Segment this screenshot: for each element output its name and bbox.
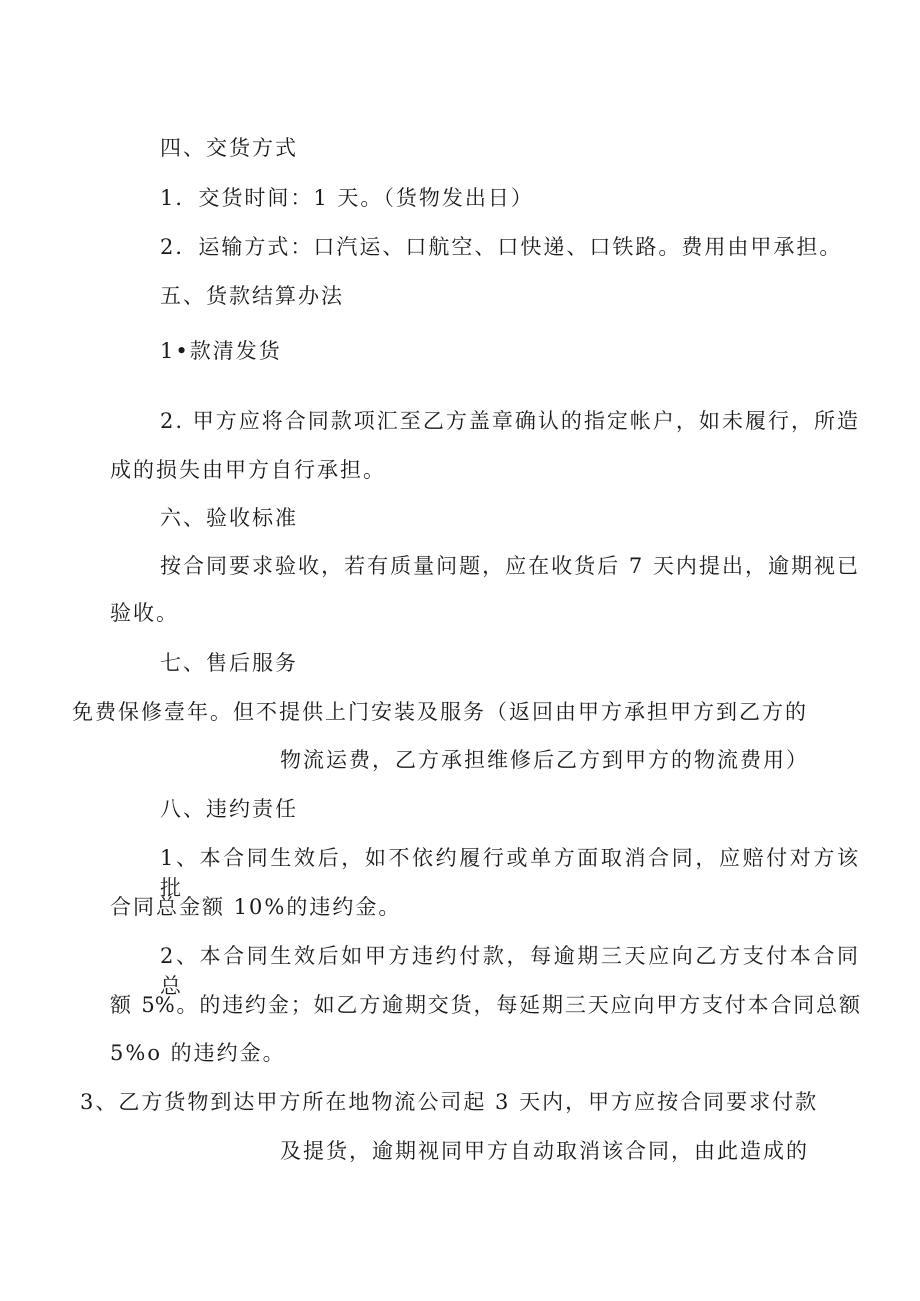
after-sales-line-2: 物流运费，乙方承担维修后乙方到甲方的物流费用） bbox=[280, 748, 809, 772]
after-sales-line-1: 免费保修壹年。但不提供上门安装及服务（返回由甲方承担甲方到乙方的 bbox=[72, 700, 808, 724]
section-heading-liability: 八、违约责任 bbox=[160, 797, 298, 821]
payment-item-1: 1•款清发货 bbox=[160, 339, 282, 363]
liability-item-2-line-2: 额 5%。的违约金；如乙方逾期交货，每延期三天应向甲方支付本合同总额 bbox=[110, 993, 860, 1017]
section-heading-delivery: 四、交货方式 bbox=[160, 136, 298, 160]
liability-item-1-line-2: 合同总金额 10%的违约金。 bbox=[110, 895, 402, 919]
acceptance-line-2: 验收。 bbox=[110, 601, 179, 625]
delivery-time-line: 1．交货时间：1 天。（货物发出日） bbox=[160, 186, 534, 210]
liability-item-1-line-1: 1、本合同生效后，如不依约履行或单方面取消合同，应赔付对方该批 bbox=[160, 846, 860, 900]
section-heading-acceptance: 六、验收标准 bbox=[160, 506, 298, 530]
section-heading-after-sales: 七、售后服务 bbox=[160, 651, 298, 675]
acceptance-line-1: 按合同要求验收，若有质量问题，应在收货后 7 天内提出，逾期视已 bbox=[160, 554, 860, 578]
payment-item-2-line-1: 2. 甲方应将合同款项汇至乙方盖章确认的指定帐户，如未履行，所造 bbox=[160, 409, 860, 433]
payment-item-2-line-2: 成的损失由甲方自行承担。 bbox=[110, 458, 386, 482]
liability-item-2-line-3: 5%o 的违约金。 bbox=[110, 1041, 286, 1065]
section-heading-payment: 五、货款结算办法 bbox=[160, 284, 344, 308]
transport-method-line: 2．运输方式：口汽运、口航空、口快递、口铁路。费用由甲承担。 bbox=[160, 235, 843, 259]
liability-item-2-line-1: 2、本合同生效后如甲方违约付款，每逾期三天应向乙方支付本合同总 bbox=[160, 944, 860, 998]
liability-item-3-line-1: 3、乙方货物到达甲方所在地物流公司起 3 天内，甲方应按合同要求付款 bbox=[80, 1090, 819, 1114]
liability-item-3-line-2: 及提货，逾期视同甲方自动取消该合同，由此造成的 bbox=[280, 1139, 809, 1163]
